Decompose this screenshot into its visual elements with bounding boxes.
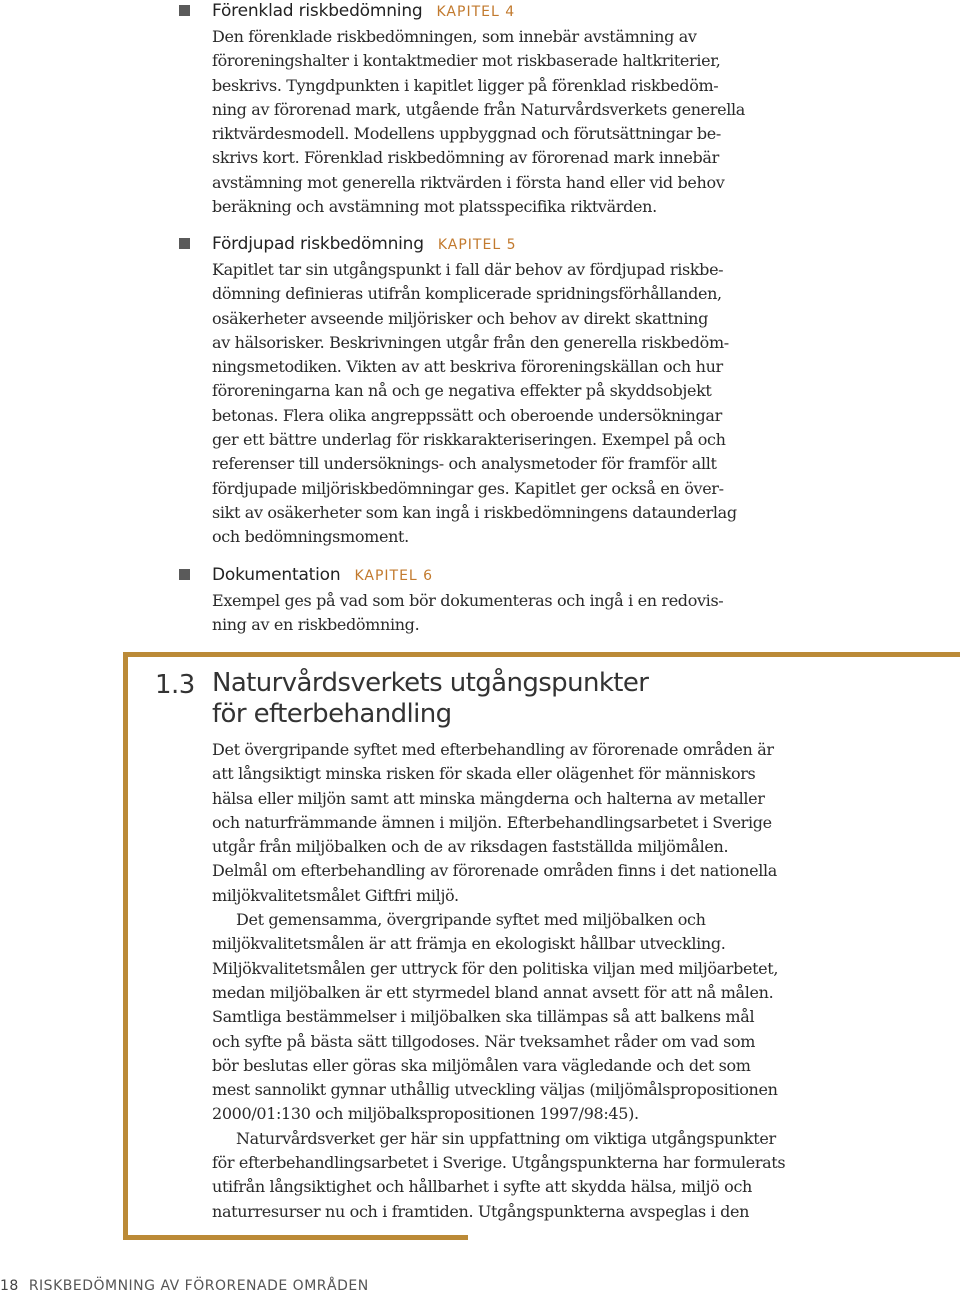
section-body xyxy=(212,738,802,1224)
bullet-heading xyxy=(212,233,772,256)
text-line: Det gemensamma, övergripande syftet med miljöbalken och xyxy=(236,910,706,930)
paragraph xyxy=(212,1127,802,1224)
paragraph xyxy=(212,908,802,1127)
text-line: dömning definieras utifrån komplicerade spridningsförhållanden, xyxy=(212,284,722,304)
running-title: RISKBEDÖMNING AV FÖRORENADE OMRÅDEN xyxy=(28,1278,369,1294)
text-line: medan miljöbalken är ett styrmedel bland annat avsett för att nå målen. xyxy=(212,982,774,1002)
bullet-square-icon xyxy=(179,238,190,249)
bullet-heading xyxy=(212,0,772,23)
kapitel-label: KAPITEL 5 xyxy=(437,237,517,253)
bullet-square-icon xyxy=(179,5,190,16)
text-line: avstämning mot generella riktvärden i första hand eller vid behov xyxy=(212,172,725,192)
text-line: föroreningarna kan nå och ge negativa effekter på skyddsobjekt xyxy=(212,381,712,401)
section-frame-left xyxy=(123,652,128,1240)
section-title xyxy=(212,668,648,730)
text-line: betonas. Flera olika angreppssätt och oberoende undersökningar xyxy=(212,405,722,425)
text-line: föroreningshalter i kontaktmedier mot riskbaserade haltkriterier, xyxy=(212,51,721,71)
section-frame-bottom xyxy=(123,1235,468,1240)
bullet-body xyxy=(212,25,772,219)
bullet-square-icon xyxy=(179,569,190,580)
section-number: 1.3 xyxy=(155,670,195,700)
section-title-line: Naturvårdsverkets utgångspunkter xyxy=(212,668,649,698)
text-line: Den förenklade riskbedömningen, som innebär avstämning av xyxy=(212,27,697,46)
text-line: 2000/01:130 och miljöbalkspropositionen 1997/98:45). xyxy=(212,1104,639,1124)
text-line: för efterbehandlingsarbetet i Sverige. Utgångspunkterna har formulerats xyxy=(212,1153,786,1173)
text-line: av hälsorisker. Beskrivningen utgår från den generella riskbedöm- xyxy=(212,332,729,352)
text-line: sikt av osäkerheter som kan ingå i riskbedömningens dataunderlag xyxy=(212,502,737,522)
text-line: ning av förorenad mark, utgående från Naturvårdsverkets generella xyxy=(212,99,745,119)
text-line: ningsmetodiken. Vikten av att beskriva föroreningskällan och hur xyxy=(212,357,723,377)
bullet-title: Fördjupad riskbedömning xyxy=(212,234,424,254)
text-line: mest sannolikt gynnar uthållig utveckling väljas (miljömålspropositionen xyxy=(212,1080,778,1100)
text-line: naturresurser nu och i framtiden. Utgångspunkterna avspeglas i den xyxy=(212,1201,750,1221)
text-line: osäkerheter avseende miljörisker och behov av direkt skattning xyxy=(212,308,708,328)
text-line: Naturvårdsverket ger här sin uppfattning om viktiga utgångspunkter xyxy=(236,1128,776,1148)
text-line: Miljökvalitetsmålen ger uttryck för den politiska viljan med miljöarbetet, xyxy=(212,958,779,978)
bullet-item-fordjupad xyxy=(212,233,772,550)
bullet-body xyxy=(212,258,772,550)
text-line: miljökvalitetsmålen är att främja en ekologiskt hållbar utveckling. xyxy=(212,934,726,954)
page-footer xyxy=(0,1278,369,1294)
bullet-title: Förenklad riskbedömning xyxy=(212,1,423,21)
paragraph xyxy=(212,738,802,908)
text-line: bör beslutas eller göras ska miljömålen vara vägledande och det som xyxy=(212,1055,751,1075)
text-line: beräkning och avstämning mot platsspecifika riktvärden. xyxy=(212,197,657,217)
text-line: riktvärdesmodell. Modellens uppbyggnad och förutsättningar be- xyxy=(212,124,721,144)
section-frame-top xyxy=(123,652,960,657)
text-line: Exempel ges på vad som bör dokumenteras och ingå i en redovis- xyxy=(212,591,724,610)
text-line: fördjupade miljöriskbedömningar ges. Kapitlet ger också en över- xyxy=(212,478,724,498)
bullet-heading xyxy=(212,564,772,587)
text-line: och naturfrämmande ämnen i miljön. Efterbehandlingsarbetet i Sverige xyxy=(212,812,772,832)
section-title-line: för efterbehandling xyxy=(212,699,452,729)
text-line: skrivs kort. Förenklad riskbedömning av förorenad mark innebär xyxy=(212,148,719,168)
text-line: beskrivs. Tyngdpunkten i kapitlet ligger på förenklad riskbedöm- xyxy=(212,75,719,95)
text-line: Kapitlet tar sin utgångspunkt i fall där behov av fördjupad riskbe- xyxy=(212,260,724,279)
text-line: miljökvalitetsmålet Giftfri miljö. xyxy=(212,885,459,905)
text-line: hälsa eller miljön samt att minska mängderna och halterna av metaller xyxy=(212,788,765,808)
text-line: referenser till undersöknings- och analysmetoder för framför allt xyxy=(212,454,717,474)
text-line: och syfte på bästa sätt tillgodoses. När tveksamhet råder om vad som xyxy=(212,1031,756,1051)
text-line: att långsiktigt minska risken för skada eller olägenhet för människors xyxy=(212,764,756,784)
text-line: och bedömningsmoment. xyxy=(212,527,409,547)
bullet-body xyxy=(212,589,772,638)
bullet-title: Dokumentation xyxy=(212,565,341,585)
text-line: Samtliga bestämmelser i miljöbalken ska tillämpas så att balkens mål xyxy=(212,1007,755,1027)
bullet-item-forenklad xyxy=(212,0,772,219)
text-line: Delmål om efterbehandling av förorenade områden finns i det nationella xyxy=(212,861,777,881)
text-line: utgår från miljöbalken och de av riksdagen fastställda miljömålen. xyxy=(212,837,729,857)
bullet-item-dokumentation xyxy=(212,564,772,638)
kapitel-label: KAPITEL 6 xyxy=(354,568,434,584)
text-line: ning av en riskbedömning. xyxy=(212,615,420,635)
kapitel-label: KAPITEL 4 xyxy=(436,4,516,20)
text-line: Det övergripande syftet med efterbehandling av förorenade områden är xyxy=(212,740,774,759)
text-line: utifrån långsiktighet och hållbarhet i syfte att skydda hälsa, miljö och xyxy=(212,1177,753,1197)
text-line: ger ett bättre underlag för riskkarakteriseringen. Exempel på och xyxy=(212,430,726,450)
page-number: 18 xyxy=(0,1278,19,1294)
